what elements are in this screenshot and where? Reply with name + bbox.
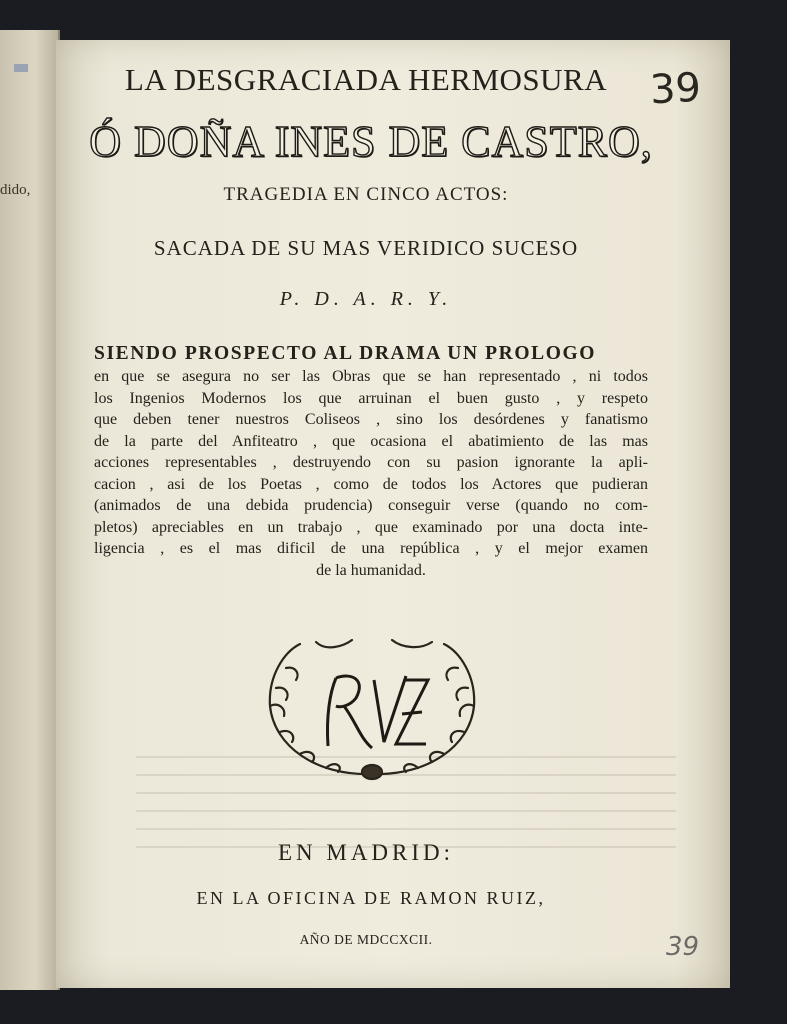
- subtitle-source: SACADA DE SU MAS VERIDICO SUCESO: [153, 236, 579, 260]
- prologue-line: en que se asegura no ser las Obras que se han representado , ni todos: [94, 368, 648, 385]
- prologue-line: que deben tener nuestros Coliseos , sino los desórdenes y fanatismo: [94, 411, 648, 428]
- left-page-edge: [14, 64, 28, 72]
- title-line-1: LA DESGRACIADA HERMOSURA: [124, 62, 608, 97]
- prologue-heading: SIENDO PROSPECTO AL DRAMA UN PROLOGO: [94, 343, 597, 364]
- author-initials: P. D. A. R. Y.: [279, 288, 453, 310]
- handwritten-folio-bottom: 39: [666, 932, 700, 962]
- left-facing-page: [0, 30, 60, 990]
- subtitle-genre: TRAGEDIA EN CINCO ACTOS:: [223, 184, 509, 205]
- prologue-line: cacion , asi de los Poetas , como de todos los Actores que pudieran: [94, 475, 648, 493]
- prologue-block: [94, 342, 648, 581]
- imprint-printer: EN LA OFICINA DE RAMON RUIZ,: [196, 888, 546, 908]
- prologue-line: los Ingenios Modernos los que arruinan el buen gusto , y respeto: [94, 389, 648, 407]
- prologue-line: acciones representables , destruyendo con su pasion ignorante la apli-: [94, 454, 648, 471]
- printer-monogram-wreath: [256, 636, 488, 786]
- title-line-2: Ó DOÑA INES DE CASTRO,: [89, 117, 653, 166]
- prologue-line: ligencia , es el mas dificil de una república , y el mejor examen: [94, 540, 648, 557]
- handwritten-folio-top: 39: [648, 64, 703, 114]
- imprint-place: EN MADRID:: [277, 840, 455, 865]
- imprint-year: AÑO DE MDCCXCII.: [299, 932, 433, 947]
- left-page-text-fragment: dido,: [0, 182, 31, 198]
- prologue-line: pletos) apreciables en un trabajo , que examinado por una docta inte-: [94, 518, 648, 536]
- prologue-line: de la parte del Anfiteatro , que ocasiona el abatimiento de las mas: [94, 432, 648, 450]
- prologue-line: (animados de una debida prudencia) conseguir verse (quando no com-: [94, 497, 648, 514]
- title-page: [56, 40, 730, 988]
- prologue-line: de la humanidad.: [316, 561, 426, 579]
